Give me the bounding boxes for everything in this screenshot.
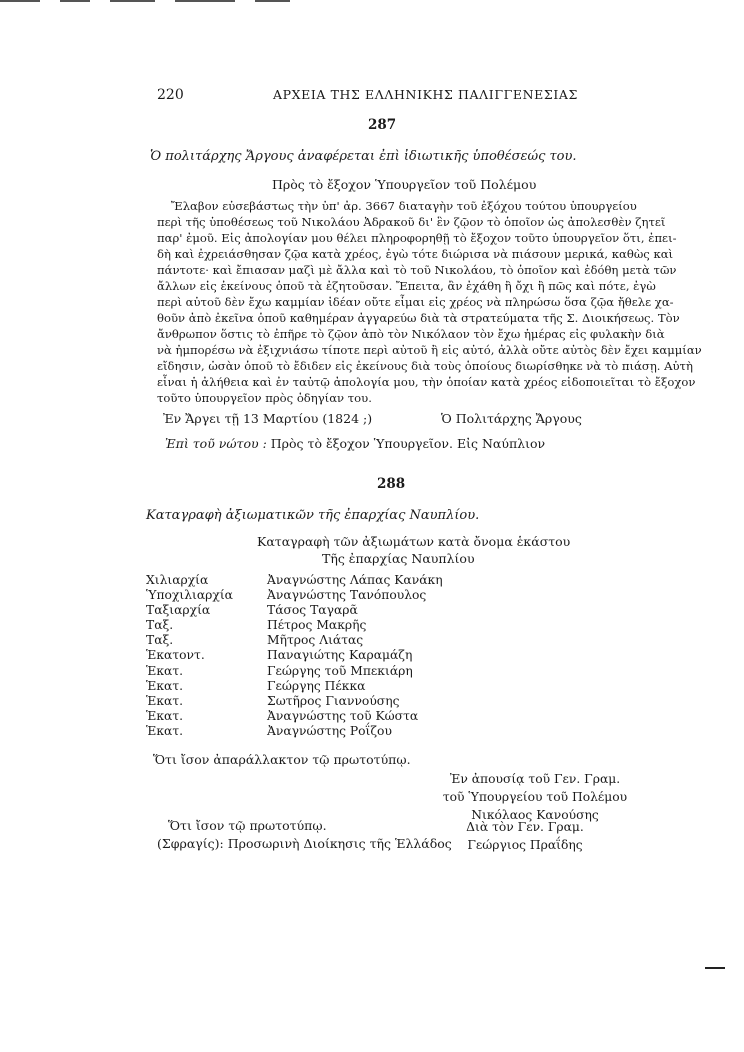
list-title: Καταγραφὴ τῶν ἀξιωμάτων κατὰ ὄνομα ἑκάστου: [257, 534, 571, 549]
roster-name: Παναγιώτης Καραμάζη: [267, 648, 413, 663]
list-subtitle: Τῆς ἐπαρχίας Ναυπλίου: [322, 551, 475, 566]
signature-block: Ὁ Πολιτάρχης Ἄργους: [441, 411, 582, 426]
certification-line-2: Ὅτι ἴσον τῷ πρωτοτύπῳ.: [168, 818, 327, 833]
body-line: δὴ καὶ ἐχρειάσθησαν ζῷα κατὰ χρέος, ἐγὼ τότε διώρισα νὰ πιάσουν μερικά, καθὼς καὶ: [157, 247, 674, 261]
margin-mark: [705, 967, 725, 969]
body-line: Ἔλαβον εὐσεβάστως τὴν ὑπ' ἀρ. 3667 διαταγὴν τοῦ ἐξόχου τούτου ὑπουργείου: [171, 199, 637, 213]
page-number: 220: [157, 87, 184, 103]
running-head: ΑΡΧΕΙΑ ΤΗΣ ΕΛΛΗΝΙΚΗΣ ΠΑΛΙΓΓΕΝΕΣΙΑΣ: [273, 87, 578, 102]
addressee-heading: Πρὸς τὸ ἔξοχον Ὑπουργεῖον τοῦ Πολέμου: [272, 177, 537, 192]
roster-name: Μῆτρος Λιάτας: [267, 633, 364, 648]
roster-rank: Ἑκατ.: [146, 678, 184, 693]
body-line: παρ' ἐμοῦ. Εἰς ἀπολογίαν μου θέλει πληροφορηθῇ τὸ ἔξοχον τοῦτο ὑπουργεῖον ὅτι, ἐπει-: [157, 231, 677, 245]
letter-body: [157, 198, 702, 406]
ministry-line: τοῦ Ὑπουργείου τοῦ Πολέμου: [442, 790, 628, 804]
certification-line: Ὅτι ἴσον ἀπαράλλακτον τῷ πρωτοτύπῳ.: [153, 752, 411, 767]
roster-name: Ἀναγνώστης τοῦ Κώστα: [267, 708, 419, 723]
body-line: θοῦν ἀπὸ ἐκεῖνα ὁποῦ καθημέραν ἀγγαρεύω διὰ τὰ στρατεύματα τῆς Σ. Διοικήσεως. Τὸν: [157, 311, 680, 325]
roster-name: Ἀναγνώστης Ροΐζου: [267, 723, 392, 738]
body-line: εἴδησιν, ὡσὰν ὁποῦ τὸ ἔδιδεν εἰς ἐκείνους διὰ τοὺς ὁποίους διωρίσθηκε νὰ τὸ πιάσῃ. Αὐτὴ: [157, 359, 693, 373]
body-line: πάντοτε· καὶ ἔπιασαν μαζὶ μὲ ἄλλα καὶ τὸ τοῦ Νικολάου, τὸ ὁποῖον καὶ ἐδόθη μετὰ τῶν: [157, 263, 677, 277]
roster-name: Τάσος Ταγαρᾶ: [267, 603, 358, 618]
roster-name: Ἀναγνώστης Τανόπουλος: [267, 588, 427, 603]
document-summary-287: Ὁ πολιτάρχης Ἄργους ἀναφέρεται ἐπὶ ἰδιωτικῆς ὑποθέσεώς του.: [150, 149, 577, 164]
seal-note: (Σφραγίς): Προσωρινὴ Διοίκησις τῆς Ἑλλάδος: [157, 836, 452, 851]
roster-rank: Ἑκατ.: [146, 708, 184, 723]
document-number-288: 288: [377, 476, 406, 492]
scan-edge-marks: [0, 0, 744, 3]
for-secretary-line: Διὰ τὸν Γεν. Γραμ.: [466, 820, 584, 834]
body-line: περὶ αὐτοῦ δὲν ἔχω καμμίαν ἰδέαν οὔτε εἶμαι εἰς χρέος νὰ πληρώσω ὅσα ζῷα ἤθελε χα-: [157, 295, 674, 309]
verso-note: [165, 436, 545, 451]
body-line: νὰ ἠμπορέσω νὰ ἐξιχνιάσω τίποτε περὶ αὐτοῦ ἢ εἰς αὐτό, ἀλλὰ οὔτε αὐτὸς δὲν ἔχει καμμίαν: [157, 343, 702, 357]
document-number-287: 287: [368, 117, 397, 133]
roster-rank: Χιλιαρχία: [146, 573, 209, 587]
absence-signature-block: [440, 770, 630, 824]
signatory-name: Νικόλαος Κανούσης: [471, 808, 599, 822]
roster-rank: Ἑκατοντ.: [146, 648, 205, 663]
roster-name: Γεώργης Πέκκα: [267, 678, 366, 693]
place-and-date: Ἐν Ἄργει τῇ 13 Μαρτίου (1824 ;): [163, 411, 373, 426]
body-line: ἄνθρωπον ὅστις τὸ ἐπῆρε τὸ ζῷον ἀπὸ τὸν Νικόλαον τὸν ἔχω ἡμέρας εἰς φυλακὴν διὰ: [157, 327, 665, 341]
roster-name: Ἀναγνώστης Λάπας Κανάκη: [267, 573, 443, 587]
document-summary-288: Καταγραφὴ ἀξιωματικῶν τῆς ἐπαρχίας Ναυπλίου.: [146, 508, 480, 523]
roster-rank: Ταξ.: [146, 618, 174, 633]
body-line: περὶ τῆς ὑποθέσεως τοῦ Νικολάου Ἀδρακοῦ δι' ἓν ζῷον τὸ ὁποῖον ὡς ἀπολεσθὲν ζητεῖ: [157, 215, 666, 229]
roster-rank: Ὑποχιλιαρχία: [146, 588, 233, 603]
verso-text: Πρὸς τὸ ἔξοχον Ὑπουργεῖον. Εἰς Ναύπλιον: [270, 436, 546, 451]
verso-label: Ἐπὶ τοῦ νώτου :: [165, 436, 267, 451]
roster-rank: Ἑκατ.: [146, 693, 184, 708]
roster-rank: Ἑκατ.: [146, 723, 184, 738]
absence-line: Ἐν ἀπουσίᾳ τοῦ Γεν. Γραμ.: [449, 772, 621, 786]
secretary-name: Γεώργιος Πραΐδης: [467, 838, 583, 852]
roster-name: Πέτρος Μακρῆς: [267, 618, 367, 633]
body-line: εἶναι ἡ ἀλήθεια καὶ ἐν ταὐτῷ ἀπολογία μου, τὴν ὁποίαν κατὰ χρέος εἰδοποιεῖται τὸ ἔξοχον: [157, 375, 696, 389]
roster-name: Σωτῆρος Γιαννούσης: [267, 693, 400, 708]
body-line: τοῦτο ὑπουργεῖον πρὸς ὁδηγίαν του.: [157, 391, 372, 405]
roster-rank: Ταξ.: [146, 633, 174, 648]
secretary-signature-block: [450, 818, 600, 854]
roster-name: Γεώργης τοῦ Μπεκιάρη: [267, 663, 413, 678]
body-line: ἄλλων εἰς ἐκείνους ὁποῦ τὰ ἐζητοῦσαν. Ἔπειτα, ἂν ἐχάθη ἢ ὄχι ἢ πῶς καὶ πότε, ἐγὼ: [157, 279, 656, 293]
roster-rank: Ἑκατ.: [146, 663, 184, 678]
roster-rank: Ταξιαρχία: [146, 603, 211, 618]
